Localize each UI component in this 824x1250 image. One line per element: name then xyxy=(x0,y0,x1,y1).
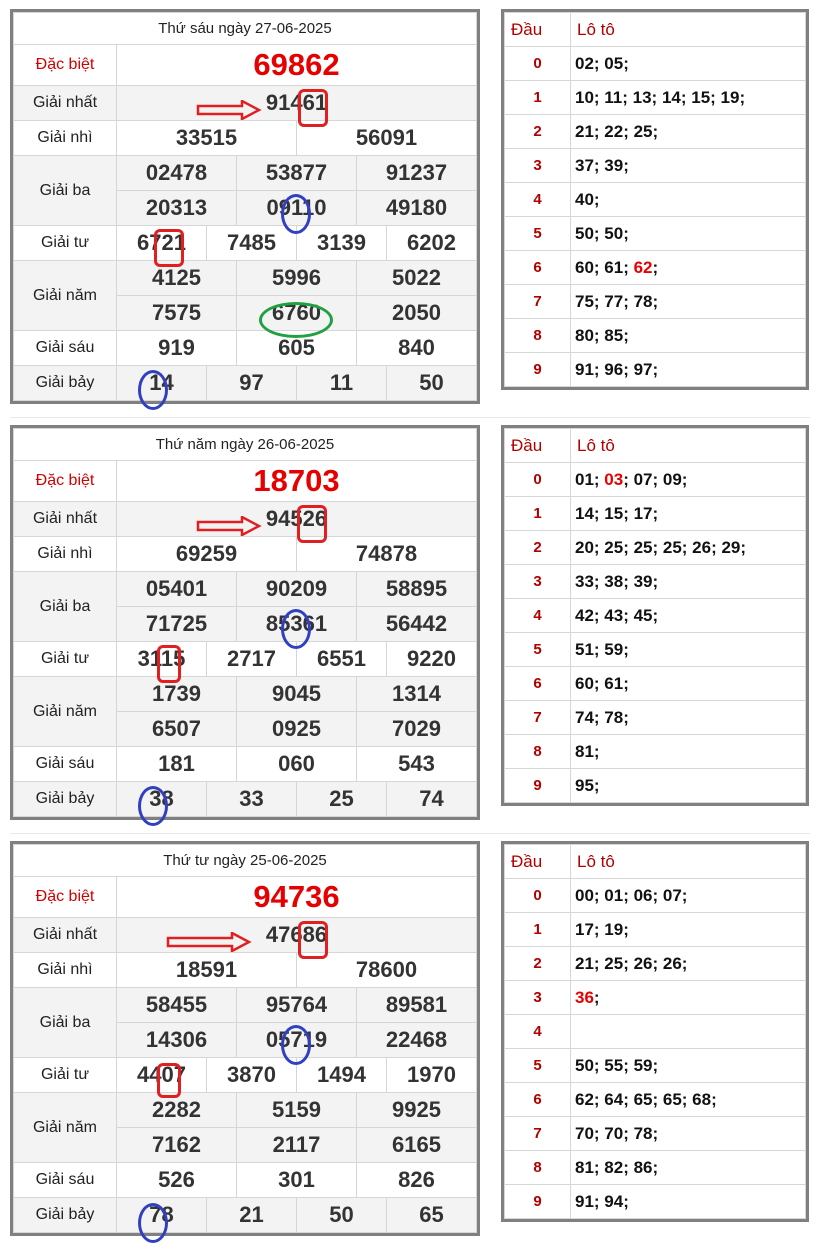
loto-row xyxy=(505,879,806,913)
third-prize-value: 91237 xyxy=(357,156,477,191)
loto-row xyxy=(505,701,806,735)
divider xyxy=(10,417,810,418)
loto-values-text: 37; 39; xyxy=(575,155,629,175)
label-first-prize: Giải nhất xyxy=(14,86,117,121)
loto-header-dau: Đầu xyxy=(505,429,571,463)
label-first-prize: Giải nhất xyxy=(14,918,117,953)
sixth-prize-value: 826 xyxy=(357,1163,477,1198)
loto-header-loto: Lô tô xyxy=(571,13,806,47)
loto-values xyxy=(571,735,806,769)
loto-row xyxy=(505,217,806,251)
loto-values xyxy=(571,1083,806,1117)
loto-values xyxy=(571,1185,806,1219)
fifth-prize-value: 9925 xyxy=(357,1093,477,1128)
third-prize-value: 05719 xyxy=(237,1023,357,1058)
loto-values-text: 62; 64; 65; 65; 68; xyxy=(575,1089,717,1109)
loto-row xyxy=(505,1049,806,1083)
label-seventh-prize: Giải bảy xyxy=(14,366,117,401)
third-prize-value: 20313 xyxy=(117,191,237,226)
loto-header-dau: Đầu xyxy=(505,845,571,879)
loto-values xyxy=(571,149,806,183)
loto-values-text: 10; 11; 13; 14; 15; 19; xyxy=(575,87,746,107)
loto-row xyxy=(505,1151,806,1185)
draw-date-title: Thứ tư ngày 25-06-2025 xyxy=(14,845,477,877)
loto-values-text: 75; 77; 78; xyxy=(575,291,659,311)
loto-head-digit: 4 xyxy=(505,599,571,633)
label-sixth-prize: Giải sáu xyxy=(14,1163,117,1198)
label-third-prize: Giải ba xyxy=(14,572,117,642)
loto-head-digit: 6 xyxy=(505,667,571,701)
loto-values xyxy=(571,81,806,115)
sixth-prize-value: 301 xyxy=(237,1163,357,1198)
seventh-prize-value: 11 xyxy=(297,366,387,401)
loto-row xyxy=(505,251,806,285)
loto-head-digit: 2 xyxy=(505,531,571,565)
loto-head-digit: 0 xyxy=(505,463,571,497)
loto-row xyxy=(505,353,806,387)
third-prize-value: 22468 xyxy=(357,1023,477,1058)
loto-head-digit: 8 xyxy=(505,1151,571,1185)
first-prize-value: 94526 xyxy=(117,502,477,537)
loto-values xyxy=(571,115,806,149)
second-prize-value: 33515 xyxy=(117,121,297,156)
fifth-prize-value: 9045 xyxy=(237,677,357,712)
loto-values-text: 50; 55; 59; xyxy=(575,1055,659,1075)
loto-values xyxy=(571,183,806,217)
sixth-prize-value: 840 xyxy=(357,331,477,366)
fifth-prize-value: 6507 xyxy=(117,712,237,747)
loto-values xyxy=(571,565,806,599)
first-prize-value: 91461 xyxy=(117,86,477,121)
second-prize-value: 78600 xyxy=(297,953,477,988)
special-prize-value: 94736 xyxy=(117,877,477,918)
loto-values-text: 00; 01; 06; 07; xyxy=(575,885,688,905)
loto-row xyxy=(505,565,806,599)
loto-row xyxy=(505,183,806,217)
loto-head-digit: 5 xyxy=(505,217,571,251)
loto-row xyxy=(505,599,806,633)
loto-values xyxy=(571,463,806,497)
loto-values-text: 60; 61; xyxy=(575,673,629,693)
loto-highlight: 62 xyxy=(633,257,653,277)
seventh-prize-value: 14 xyxy=(117,366,207,401)
loto-head-digit: 3 xyxy=(505,565,571,599)
fifth-prize-value: 5159 xyxy=(237,1093,357,1128)
loto-row xyxy=(505,463,806,497)
loto-values xyxy=(571,701,806,735)
loto-values-text: 81; 82; 86; xyxy=(575,1157,659,1177)
loto-header-dau: Đầu xyxy=(505,13,571,47)
loto-row xyxy=(505,1083,806,1117)
loto-values-text: 20; 25; 25; 25; 26; 29; xyxy=(575,537,747,557)
label-second-prize: Giải nhì xyxy=(14,953,117,988)
loto-table xyxy=(501,841,809,1222)
label-sixth-prize: Giải sáu xyxy=(14,747,117,782)
loto-values xyxy=(571,353,806,387)
label-first-prize: Giải nhất xyxy=(14,502,117,537)
loto-head-digit: 2 xyxy=(505,115,571,149)
first-prize-value: 47686 xyxy=(117,918,477,953)
fourth-prize-value: 3139 xyxy=(297,226,387,261)
fifth-prize-value: 2050 xyxy=(357,296,477,331)
seventh-prize-value: 50 xyxy=(297,1198,387,1233)
loto-row xyxy=(505,981,806,1015)
loto-values xyxy=(571,1151,806,1185)
loto-head-digit: 2 xyxy=(505,947,571,981)
third-prize-value: 53877 xyxy=(237,156,357,191)
label-fourth-prize: Giải tư xyxy=(14,226,117,261)
fourth-prize-value: 9220 xyxy=(387,642,477,677)
loto-row xyxy=(505,149,806,183)
loto-head-digit: 4 xyxy=(505,1015,571,1049)
loto-values xyxy=(571,667,806,701)
loto-head-digit: 1 xyxy=(505,913,571,947)
loto-header-loto: Lô tô xyxy=(571,429,806,463)
seventh-prize-value: 97 xyxy=(207,366,297,401)
loto-head-digit: 6 xyxy=(505,1083,571,1117)
sixth-prize-value: 181 xyxy=(117,747,237,782)
loto-values xyxy=(571,1049,806,1083)
second-prize-value: 69259 xyxy=(117,537,297,572)
loto-values-text: 33; 38; 39; xyxy=(575,571,659,591)
third-prize-value: 85361 xyxy=(237,607,357,642)
loto-row xyxy=(505,947,806,981)
special-prize-value: 69862 xyxy=(117,45,477,86)
fifth-prize-value: 7029 xyxy=(357,712,477,747)
draw-date-title: Thứ năm ngày 26-06-2025 xyxy=(14,429,477,461)
loto-row xyxy=(505,769,806,803)
third-prize-value: 09110 xyxy=(237,191,357,226)
loto-head-digit: 3 xyxy=(505,149,571,183)
loto-values xyxy=(571,531,806,565)
fourth-prize-value: 6721 xyxy=(117,226,207,261)
third-prize-value: 05401 xyxy=(117,572,237,607)
loto-values-text: 95; xyxy=(575,775,600,795)
loto-row xyxy=(505,115,806,149)
fifth-prize-value: 5996 xyxy=(237,261,357,296)
loto-values-text: 74; 78; xyxy=(575,707,629,727)
third-prize-value: 90209 xyxy=(237,572,357,607)
special-prize-value: 18703 xyxy=(117,461,477,502)
loto-row xyxy=(505,1185,806,1219)
sixth-prize-value: 543 xyxy=(357,747,477,782)
fourth-prize-value: 1970 xyxy=(387,1058,477,1093)
loto-head-digit: 5 xyxy=(505,633,571,667)
fourth-prize-value: 1494 xyxy=(297,1058,387,1093)
label-fourth-prize: Giải tư xyxy=(14,642,117,677)
fifth-prize-value: 0925 xyxy=(237,712,357,747)
loto-values xyxy=(571,47,806,81)
sixth-prize-value: 526 xyxy=(117,1163,237,1198)
draw-date-title: Thứ sáu ngày 27-06-2025 xyxy=(14,13,477,45)
loto-head-digit: 7 xyxy=(505,285,571,319)
label-special-prize: Đặc biệt xyxy=(14,45,117,86)
fifth-prize-value: 6760 xyxy=(237,296,357,331)
loto-values xyxy=(571,497,806,531)
label-seventh-prize: Giải bảy xyxy=(14,782,117,817)
loto-values xyxy=(571,319,806,353)
third-prize-value: 56442 xyxy=(357,607,477,642)
loto-row xyxy=(505,735,806,769)
loto-values xyxy=(571,1117,806,1151)
seventh-prize-value: 50 xyxy=(387,366,477,401)
loto-values xyxy=(571,599,806,633)
third-prize-value: 02478 xyxy=(117,156,237,191)
label-fourth-prize: Giải tư xyxy=(14,1058,117,1093)
loto-values-text: 51; 59; xyxy=(575,639,629,659)
third-prize-value: 49180 xyxy=(357,191,477,226)
third-prize-value: 58895 xyxy=(357,572,477,607)
fifth-prize-value: 4125 xyxy=(117,261,237,296)
loto-highlight: 03 xyxy=(604,469,624,489)
loto-values xyxy=(571,981,806,1015)
third-prize-value: 58455 xyxy=(117,988,237,1023)
loto-values xyxy=(571,947,806,981)
loto-table xyxy=(501,425,809,806)
loto-highlight: 36 xyxy=(575,987,594,1007)
loto-values-text: 40; xyxy=(575,189,600,209)
loto-head-digit: 7 xyxy=(505,1117,571,1151)
seventh-prize-value: 25 xyxy=(297,782,387,817)
fifth-prize-value: 1739 xyxy=(117,677,237,712)
loto-values-text: 42; 43; 45; xyxy=(575,605,659,625)
third-prize-value: 14306 xyxy=(117,1023,237,1058)
fifth-prize-value: 2282 xyxy=(117,1093,237,1128)
seventh-prize-value: 21 xyxy=(207,1198,297,1233)
fourth-prize-value: 4407 xyxy=(117,1058,207,1093)
loto-values xyxy=(571,251,806,285)
loto-values-text: 81; xyxy=(575,741,600,761)
loto-head-digit: 5 xyxy=(505,1049,571,1083)
loto-row xyxy=(505,1117,806,1151)
seventh-prize-value: 78 xyxy=(117,1198,207,1233)
fourth-prize-value: 3115 xyxy=(117,642,207,677)
fourth-prize-value: 2717 xyxy=(207,642,297,677)
divider xyxy=(10,833,810,834)
loto-row xyxy=(505,1015,806,1049)
fourth-prize-value: 3870 xyxy=(207,1058,297,1093)
fifth-prize-value: 5022 xyxy=(357,261,477,296)
result-table xyxy=(10,841,480,1236)
label-seventh-prize: Giải bảy xyxy=(14,1198,117,1233)
label-fifth-prize: Giải năm xyxy=(14,677,117,747)
seventh-prize-value: 65 xyxy=(387,1198,477,1233)
fifth-prize-value: 7575 xyxy=(117,296,237,331)
loto-values xyxy=(571,879,806,913)
label-second-prize: Giải nhì xyxy=(14,537,117,572)
result-table xyxy=(10,9,480,404)
loto-values-tail: ; xyxy=(652,257,659,277)
loto-head-digit: 6 xyxy=(505,251,571,285)
loto-values-text: 91; 94; xyxy=(575,1191,629,1211)
loto-values-tail: ; 07; 09; xyxy=(623,469,688,489)
loto-values-text: 50; 50; xyxy=(575,223,629,243)
label-third-prize: Giải ba xyxy=(14,156,117,226)
loto-values xyxy=(571,769,806,803)
loto-values-text: 21; 22; 25; xyxy=(575,121,659,141)
loto-values-text: 21; 25; 26; 26; xyxy=(575,953,688,973)
label-second-prize: Giải nhì xyxy=(14,121,117,156)
loto-head-digit: 3 xyxy=(505,981,571,1015)
fifth-prize-value: 7162 xyxy=(117,1128,237,1163)
loto-values xyxy=(571,1015,806,1049)
loto-head-digit: 1 xyxy=(505,81,571,115)
loto-values xyxy=(571,633,806,667)
third-prize-value: 95764 xyxy=(237,988,357,1023)
label-fifth-prize: Giải năm xyxy=(14,1093,117,1163)
fifth-prize-value: 1314 xyxy=(357,677,477,712)
fifth-prize-value: 6165 xyxy=(357,1128,477,1163)
loto-head-digit: 4 xyxy=(505,183,571,217)
fifth-prize-value: 2117 xyxy=(237,1128,357,1163)
loto-values-text: 01; xyxy=(575,469,605,489)
loto-values xyxy=(571,913,806,947)
loto-values-text: 60; 61; xyxy=(575,257,634,277)
third-prize-value: 71725 xyxy=(117,607,237,642)
loto-values-text: 14; 15; 17; xyxy=(575,503,659,523)
loto-values-tail: ; xyxy=(593,987,600,1007)
seventh-prize-value: 74 xyxy=(387,782,477,817)
label-fifth-prize: Giải năm xyxy=(14,261,117,331)
fourth-prize-value: 6202 xyxy=(387,226,477,261)
label-special-prize: Đặc biệt xyxy=(14,461,117,502)
loto-values-text: 70; 70; 78; xyxy=(575,1123,659,1143)
seventh-prize-value: 38 xyxy=(117,782,207,817)
loto-table xyxy=(501,9,809,390)
label-special-prize: Đặc biệt xyxy=(14,877,117,918)
loto-head-digit: 7 xyxy=(505,701,571,735)
loto-row xyxy=(505,497,806,531)
loto-head-digit: 9 xyxy=(505,1185,571,1219)
second-prize-value: 18591 xyxy=(117,953,297,988)
loto-row xyxy=(505,47,806,81)
sixth-prize-value: 605 xyxy=(237,331,357,366)
label-third-prize: Giải ba xyxy=(14,988,117,1058)
loto-head-digit: 1 xyxy=(505,497,571,531)
loto-values xyxy=(571,285,806,319)
fourth-prize-value: 7485 xyxy=(207,226,297,261)
loto-values xyxy=(571,217,806,251)
loto-row xyxy=(505,633,806,667)
loto-head-digit: 9 xyxy=(505,353,571,387)
loto-head-digit: 8 xyxy=(505,319,571,353)
result-table xyxy=(10,425,480,820)
loto-head-digit: 0 xyxy=(505,879,571,913)
loto-header-loto: Lô tô xyxy=(571,845,806,879)
loto-values-text: 17; 19; xyxy=(575,919,629,939)
sixth-prize-value: 919 xyxy=(117,331,237,366)
loto-row xyxy=(505,285,806,319)
fourth-prize-value: 6551 xyxy=(297,642,387,677)
loto-values-text: 02; 05; xyxy=(575,53,629,73)
loto-row xyxy=(505,667,806,701)
loto-head-digit: 0 xyxy=(505,47,571,81)
second-prize-value: 74878 xyxy=(297,537,477,572)
sixth-prize-value: 060 xyxy=(237,747,357,782)
loto-row xyxy=(505,81,806,115)
third-prize-value: 89581 xyxy=(357,988,477,1023)
loto-row xyxy=(505,913,806,947)
second-prize-value: 56091 xyxy=(297,121,477,156)
loto-head-digit: 8 xyxy=(505,735,571,769)
loto-values-text: 80; 85; xyxy=(575,325,629,345)
label-sixth-prize: Giải sáu xyxy=(14,331,117,366)
seventh-prize-value: 33 xyxy=(207,782,297,817)
loto-row xyxy=(505,531,806,565)
loto-row xyxy=(505,319,806,353)
loto-head-digit: 9 xyxy=(505,769,571,803)
loto-values-text: 91; 96; 97; xyxy=(575,359,659,379)
